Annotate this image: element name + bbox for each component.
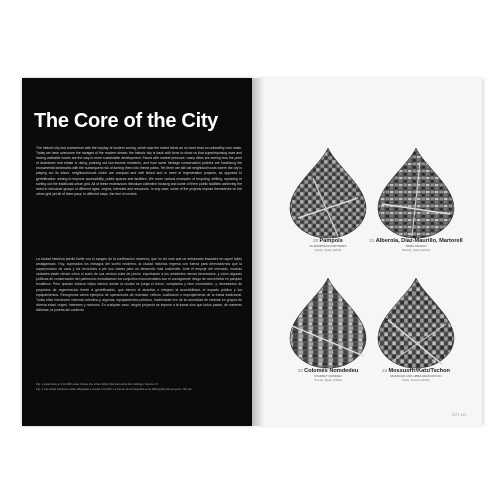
project-location: Paris, France (2015) — [402, 378, 430, 382]
project-caption — [361, 238, 471, 252]
aerial-drop-image — [288, 148, 368, 240]
body-text-english: The historic city lost momentum with the heyday of modern zoning, which saw the mixed fabric as no more than an unhealthy rock mash. Today we have overcome the ravages of the modern dream; the historic city is back with force to show us that superimposing uses and having walkable routes are the way to more sustainable development. Faced with market pressure, many cities are seeing how the price of downtown real estate is rising, pushing out low-income residents, and how some heritage conservation policies are fossilizing the monumental landmarks with the subsequent risk of turning them into theme parks. Yet there are still old neighbourhoods where the city is playing out its future, neighbourhoods which are compact and well linked and in need of regeneration projects, as opposed to gentrification: aiming to improve accessibility, public spaces and facilities. We cover various examples of recycling, infilling, replacing or sorting out the traditional urban grid. All of these endeavours introduce collective housing and some of them public facilities achieving the need to introduce groups of different ages, origins, interests and resources. In any case, some of the projects impose themselves on the urban grid yet all of them pass, in different ways, the test of context. — [36, 146, 242, 196]
project-location: Tomas, Spain (2015) — [314, 378, 342, 382]
project-number: 22 — [297, 368, 303, 373]
book-gutter-shadow — [250, 78, 264, 426]
project-architect: MASSAUD AND LIBBA RENOVATION — [390, 374, 442, 378]
page-folio — [452, 413, 466, 417]
aerial-drop-image — [376, 278, 456, 370]
project-name: Alberola, Díaz-Maurillo, Martorell — [375, 238, 463, 244]
aerial-map-icon — [288, 278, 368, 370]
footnotes — [36, 382, 242, 391]
aerial-drop-image — [288, 278, 368, 370]
folio-section: CITY — [452, 413, 460, 417]
project-number: 23 — [382, 368, 388, 373]
project-location: Lleida, Spain (2015) — [314, 248, 342, 252]
project-location: Madrid, Spain (2015) — [401, 248, 430, 252]
project-name: Colomés Nomdedeu — [304, 368, 359, 374]
project-name: Mossuoffr/Katz/Tschon — [388, 368, 450, 374]
aerial-map-icon — [376, 148, 456, 240]
footnote: Fig. 2 Las vistas interiores están dibujadas a escala 1:10.000. La fuente de la fotografía es la bibliografía del proyecto. Sin pie — [36, 386, 192, 391]
aerial-map-icon — [376, 278, 456, 370]
project-architect: STARMLT NOMDEU — [314, 374, 342, 378]
footnote: Fig. 1 detail view to 1:10,000 scale, Above the urban fabric that surrounds the buildings. Source: Fl — [36, 382, 158, 386]
project-number: 21 — [369, 238, 375, 243]
page-title: The Core of the City — [34, 110, 219, 132]
project-caption — [361, 368, 471, 382]
project-name: Pampols — [319, 238, 343, 244]
body-text-spanish: La ciudad histórica perdió fuelle con el apogeo de la zonificación moderna, que no vio más que un entramado insalubre en aquel tejido amalgamado. Hoy, superados los estragos del sueño moderno, la ciudad histórica regresa con fuerza para demostrarnos que la superposición de usos y los recorridos a pie son claves para un desarrollo más sostenible. Ante el empuje del mercado, muchas ciudades están viendo cómo el suelo de sus centros sube de precio, expulsando a los residentes menos favorecidos, y cómo algunas políticas de conservación del patrimonio embalsaman los conjuntos monumentales con el consiguiente riesgo de convertirlos en parques temáticos. Pero quedan todavía viejos barrios donde la ciudad se juega el futuro, compactos y bien conectados, y necesitados de proyectos de regeneración frente a gentrificación, que eleven el atractivo e integren la accesibilidad, el espacio público y los equipamientos. Recogemos varios ejemplos de operaciones de reciclado, relleno, sustitución o esponjamiento de la trama tradicional. Todas ellas introducen vivienda colectiva y, algunas, equipamientos públicos, haciéndose eco de la necesidad de mezclar en grupos de diversa edad, origen, intereses y recursos. En cualquier caso, ningún proyecto se impone a la trama sino que todos pasan, de maneras distintas, la prueba del contexto. — [36, 257, 242, 312]
project-number: 20 — [313, 238, 319, 243]
aerial-map-icon — [288, 148, 368, 240]
project-architect: FF.RAMPIÑAS PARTNERS — [309, 244, 347, 248]
aerial-drop-image — [376, 148, 456, 240]
folio-page-number: 107 — [460, 413, 467, 417]
project-architect: TRIBU DESIGN — [405, 244, 427, 248]
